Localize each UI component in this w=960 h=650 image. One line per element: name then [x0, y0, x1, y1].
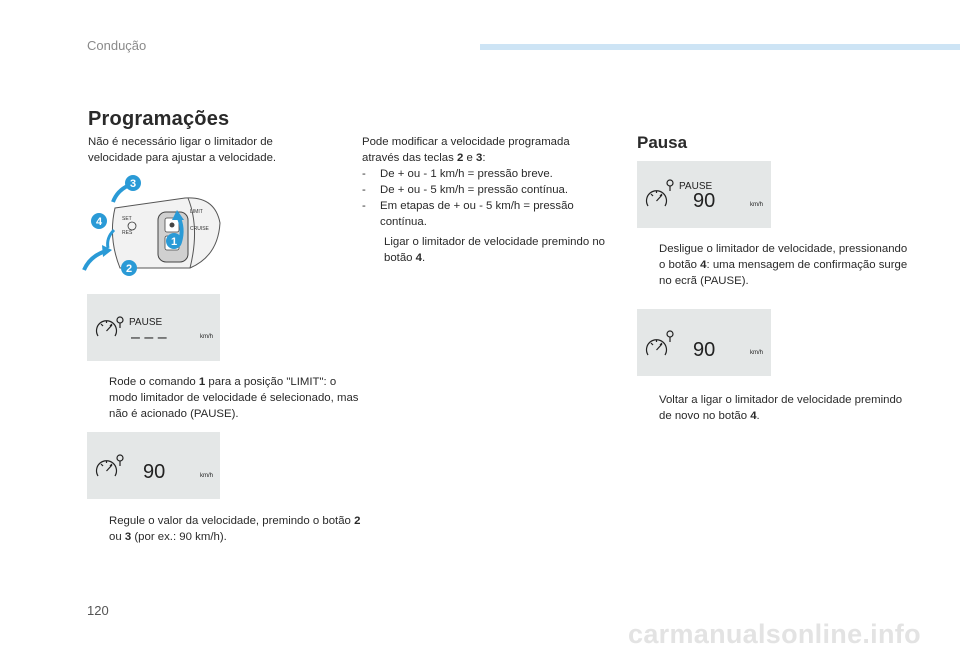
section-title-pausa: Pausa — [637, 133, 688, 152]
stalk-diagram — [80, 168, 230, 288]
section-header: Condução — [87, 38, 147, 53]
display-unit: km/h — [200, 473, 214, 479]
display-unit: km/h — [750, 350, 764, 356]
middle-paragraph: Pode modificar a velocidade programada através das teclas 2 e 3: - De + ou - 1 km/h = pressão breve. - De + ou - 5 km/h = pressão contínua. - Em etapas de + ou - 5 km/h = pressão contínua. — [362, 134, 602, 230]
list-item: - De + ou - 1 km/h = pressão breve. — [362, 168, 553, 180]
display-value: 90 — [693, 190, 716, 212]
svg-text:3: 3 — [129, 178, 137, 190]
svg-text:2: 2 — [125, 263, 133, 275]
list-item: - Em etapas de + ou - 5 km/h = pressão contínua. — [362, 200, 574, 228]
watermark[interactable]: carmanualsonline.info — [628, 619, 921, 649]
display-value: 90 — [693, 339, 716, 361]
display-unit: km/h — [750, 202, 764, 208]
page-number: 120 — [87, 603, 109, 618]
callout-1 — [166, 233, 182, 249]
display-pause-90 — [637, 161, 771, 228]
display-value: – – – — [131, 329, 167, 346]
svg-text:4: 4 — [95, 216, 103, 228]
display-value: 90 — [143, 461, 166, 483]
display-unit: km/h — [200, 334, 214, 340]
speedometer-icon — [647, 180, 674, 206]
middle-bullet: Ligar o limitador de velocidade premindo no botão 4. — [384, 236, 605, 264]
pausa-bullet-1: Desligue o limitador de velocidade, pressionando o botão 4: uma mensagem de confirmação surge no ecrã (PAUSE). — [659, 243, 908, 287]
display-90-resumed — [637, 309, 771, 376]
stalk-label-limit: LIMIT — [190, 209, 203, 215]
page-title: Programações — [88, 108, 230, 130]
speedometer-icon — [647, 331, 674, 355]
callout-2 — [121, 260, 137, 276]
step-1: Rode o comando 1 para a posição "LIMIT": o modo limitador de velocidade é selecionado, mas não é acionado (PAUSE). — [109, 376, 359, 420]
intro-text: Não é necessário ligar o limitador de velocidade para ajustar a velocidade. — [88, 136, 277, 164]
svg-text:1: 1 — [170, 236, 178, 248]
speedometer-icon — [97, 317, 124, 336]
header-bar — [480, 44, 960, 50]
display-status: PAUSE — [129, 317, 163, 328]
step-2: Regule o valor da velocidade, premindo o botão 2 ou 3 (por ex.: 90 km/h). — [109, 515, 361, 543]
stalk-label-cruise: CRUISE — [190, 226, 209, 232]
display-90 — [87, 432, 220, 499]
stalk-label-set: SET — [122, 216, 132, 222]
callout-4 — [91, 213, 107, 229]
stalk-label-res: RES — [122, 230, 133, 236]
display-pause-dashes — [87, 294, 220, 361]
callout-3 — [125, 175, 141, 191]
list-item: - De + ou - 5 km/h = pressão contínua. — [362, 184, 569, 196]
pausa-bullet-2: Voltar a ligar o limitador de velocidade premindo de novo no botão 4. — [659, 394, 903, 422]
display-status: PAUSE — [679, 181, 713, 192]
speedometer-icon — [97, 455, 124, 476]
